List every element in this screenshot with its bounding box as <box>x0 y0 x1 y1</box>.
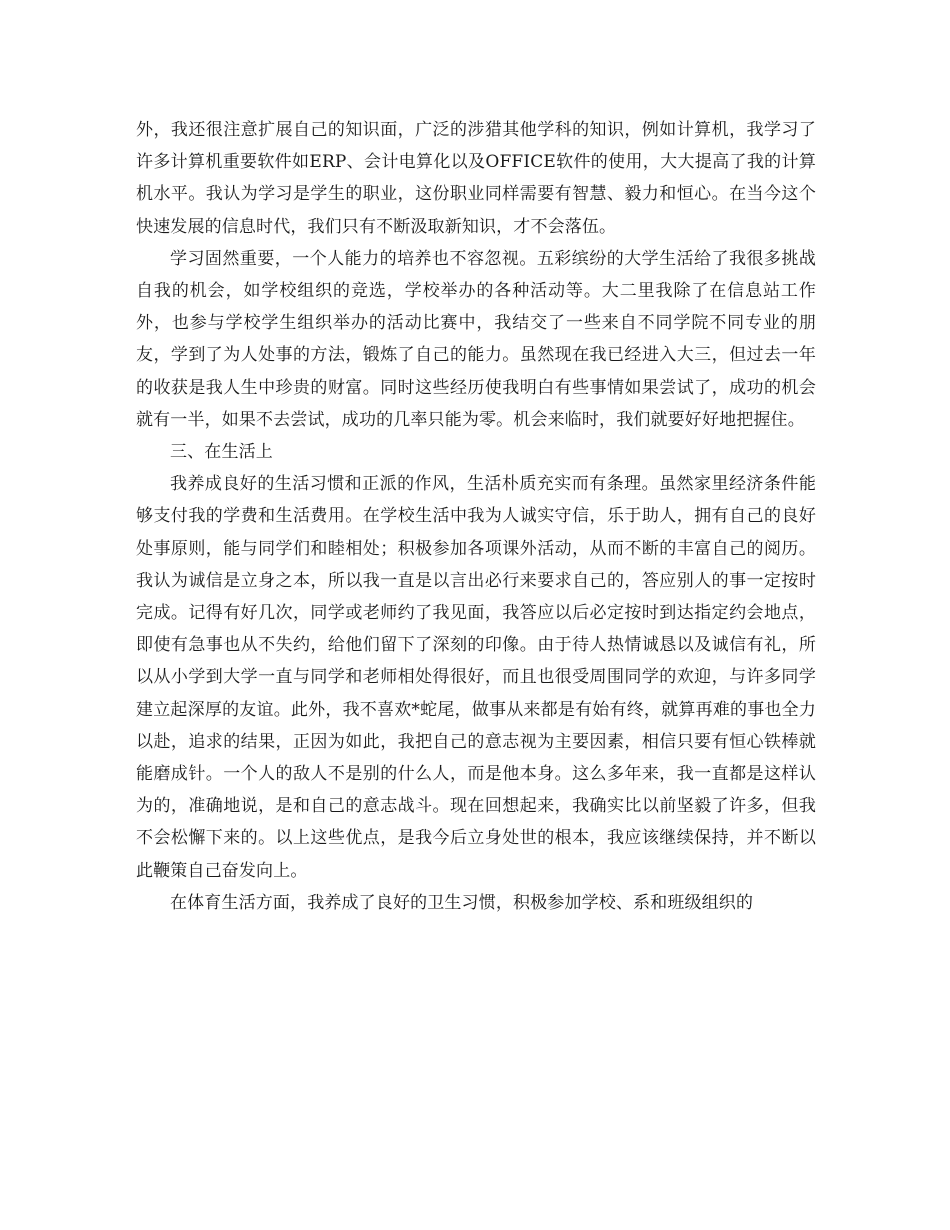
paragraph-life-habits: 我养成良好的生活习惯和正派的作风，生活朴质充实而有条理。虽然家里经济条件能够支付我的学费和生活费用。在学校生活中我为人诚实守信，乐于助人，拥有自己的良好处事原则，能与同学们和睦相处；积极参加各项课外活动，从而不断的丰富自己的阅历。我认为诚信是立身之本，所以我一直是以言出必行来要求自己的，答应别人的事一定按时完成。记得有好几次，同学或老师约了我见面，我答应以后必定按时到达指定约会地点，即使有急事也从不失约，给他们留下了深刻的印像。由于待人热情诚恳以及诚信有礼，所以从小学到大学一直与同学和老师相处得很好，而且也很受周围同学的欢迎，与许多同学建立起深厚的友谊。此外，我不喜欢*蛇尾，做事从来都是有始有终，就算再难的事也全力以赴，追求的结果，正因为如此，我把自己的意志视为主要因素，相信只要有恒心铁棒就能磨成针。一个人的敌人不是别的什么人，而是他本身。这么多年来，我一直都是这样认为的，准确地说，是和自己的意志战斗。现在回想起来，我确实比以前坚毅了许多，但我不会松懈下来的。以上这些优点，是我今后立身处世的根本，我应该继续保持，并不断以此鞭策自己奋发向上。 <box>136 474 816 881</box>
paragraph-sports-life: 在体育生活方面，我养成了良好的卫生习惯，积极参加学校、系和班级组织的 <box>170 892 754 913</box>
paragraph-ability: 学习固然重要，一个人能力的培养也不容忽视。五彩缤纷的大学生活给了我很多挑战自我的机会，如学校组织的竞选，学校举办的各种活动等。大二里我除了在信息站工作外，也参与学校学生组织举办的活动比赛中，我结交了一些来自不同学院不同专业的朋友，学到了为人处事的方法，锻炼了自己的能力。虽然现在我已经进入大三，但过去一年的收获是我人生中珍贵的财富。同时这些经历使我明白有些事情如果尝试了，成功的机会就有一半，如果不去尝试，成功的几率只能为零。机会来临时，我们就要好好地把握住。 <box>136 248 816 430</box>
section-heading-life: 三、在生活上 <box>170 442 273 463</box>
document-body <box>136 114 816 919</box>
paragraph-continuation-study: 外，我还很注意扩展自己的知识面，广泛的涉猎其他学科的知识，例如计算机，我学习了许多计算机重要软件如ERP、会计电算化以及OFFICE软件的使用，大大提高了我的计算机水平。我认为学习是学生的职业，这份职业同样需要有智慧、毅力和恒心。在当今这个快速发展的信息时代，我们只有不断汲取新知识，才不会落伍。 <box>136 120 816 237</box>
